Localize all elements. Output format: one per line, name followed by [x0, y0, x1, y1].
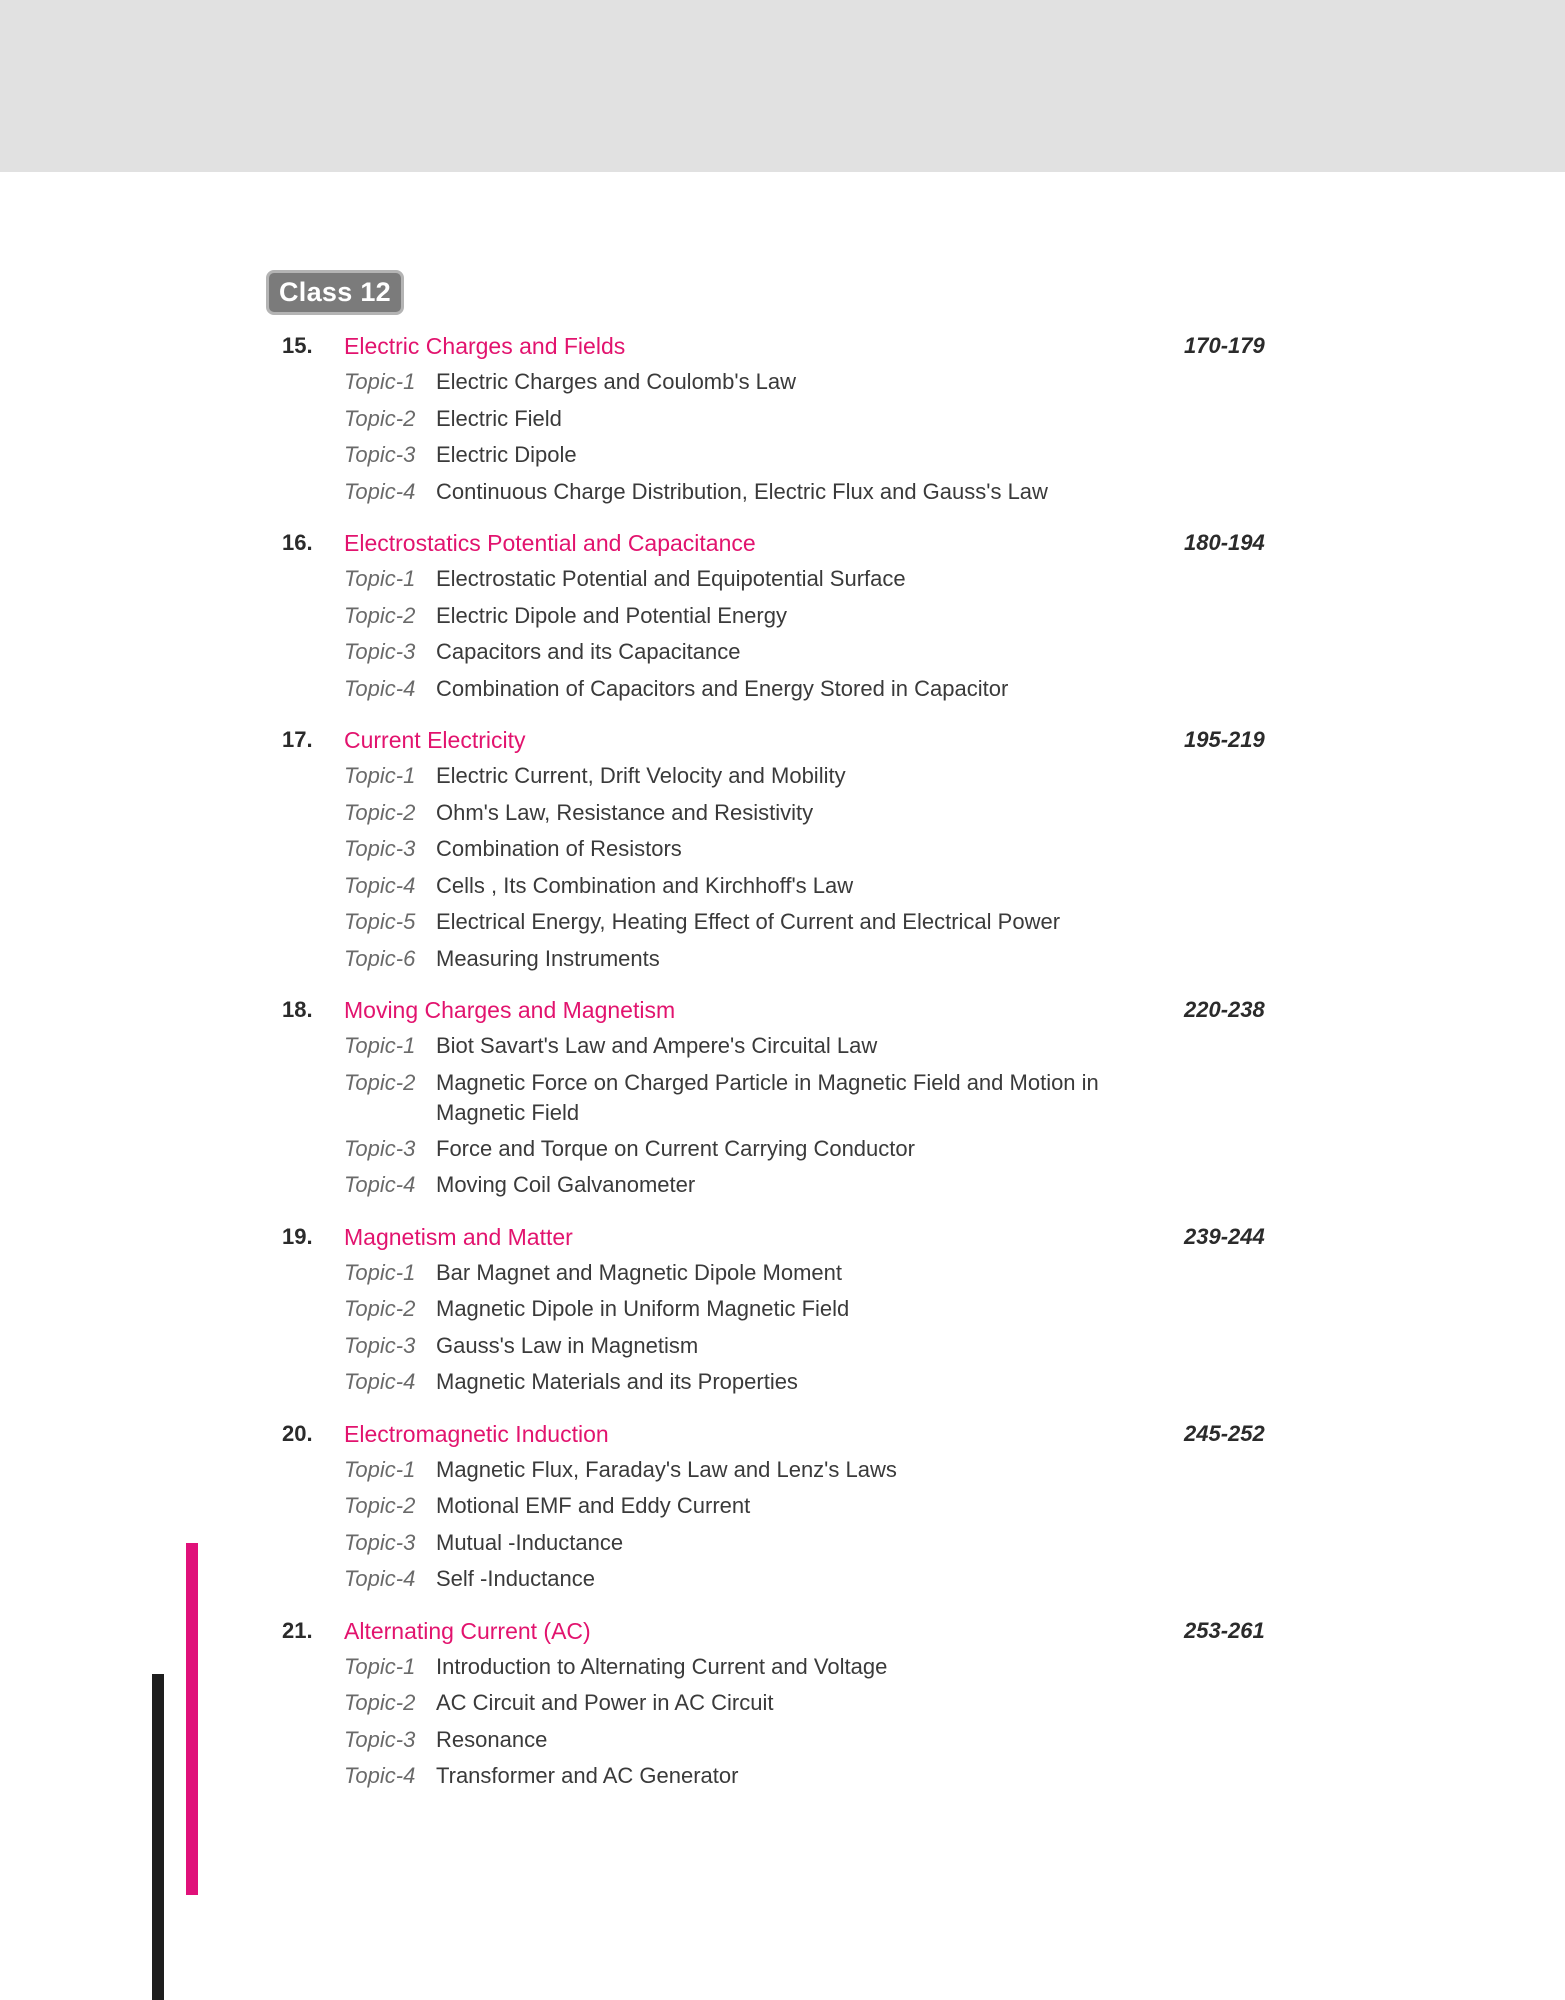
chapter-title[interactable]: Electric Charges and Fields [344, 333, 626, 359]
chapter-entry [282, 992, 1282, 1204]
topic-title: Electric Field [436, 405, 562, 431]
topic-entry[interactable] [282, 1561, 1282, 1598]
topic-title: Capacitors and its Capacitance [436, 639, 741, 664]
topic-title: Electric Dipole and Potential Energy [436, 602, 787, 628]
topic-entry[interactable] [282, 831, 1282, 868]
topic-entry[interactable] [282, 1722, 1282, 1759]
topic-entry[interactable] [282, 904, 1282, 941]
topic-entry[interactable] [282, 1028, 1282, 1065]
topic-title: Electrical Energy, Heating Effect of Current and Electrical Power [436, 909, 1061, 934]
header-band [0, 0, 1565, 172]
chapter-title[interactable]: Electrostatics Potential and Capacitance [344, 530, 756, 556]
chapter-entry [282, 722, 1282, 977]
chapter-number: 21. [282, 1617, 313, 1643]
topic-label: Topic-1 [344, 369, 416, 394]
topic-title: Magnetic Materials and its Properties [436, 1369, 798, 1394]
topic-title: Combination of Capacitors and Energy Stored in Capacitor [436, 675, 1009, 701]
chapter-entry [282, 1219, 1282, 1401]
chapter-heading-row[interactable] [282, 722, 1282, 758]
topic-entry[interactable] [282, 1525, 1282, 1562]
topic-entry[interactable] [282, 1255, 1282, 1292]
topic-title: Magnetic Force on Charged Particle in Magnetic Field and Motion in Magnetic Field [436, 1069, 1099, 1125]
topic-list [282, 364, 1282, 510]
topic-title: Electric Current, Drift Velocity and Mobility [436, 763, 846, 788]
topic-label: Topic-2 [344, 1069, 416, 1095]
chapter-page-range: 239-244 [1184, 1223, 1265, 1249]
topic-entry[interactable] [282, 474, 1282, 511]
topic-entry[interactable] [282, 1167, 1282, 1204]
chapter-number: 15. [282, 333, 313, 358]
topic-list [282, 561, 1282, 707]
topic-label: Topic-1 [344, 1259, 416, 1285]
topic-label: Topic-2 [344, 405, 416, 431]
topic-title: Magnetic Dipole in Uniform Magnetic Field [436, 1296, 850, 1321]
topic-entry[interactable] [282, 795, 1282, 832]
topic-entry[interactable] [282, 634, 1282, 671]
topic-label: Topic-5 [344, 909, 416, 934]
topic-label: Topic-4 [344, 1172, 416, 1197]
topic-label: Topic-2 [344, 1296, 416, 1321]
topic-list [282, 1649, 1282, 1795]
topic-entry[interactable] [282, 1328, 1282, 1365]
topic-label: Topic-3 [344, 1332, 416, 1358]
chapter-page-range: 220-238 [1184, 997, 1265, 1022]
chapter-heading-row[interactable] [282, 525, 1282, 561]
topic-label: Topic-3 [344, 1529, 416, 1555]
chapter-entry [282, 1613, 1282, 1795]
chapter-heading-row[interactable] [282, 992, 1282, 1028]
topic-entry[interactable] [282, 868, 1282, 905]
chapter-heading-row[interactable] [282, 1416, 1282, 1452]
chapter-number: 17. [282, 727, 313, 752]
topic-title: Moving Coil Galvanometer [436, 1172, 696, 1197]
topic-entry[interactable] [282, 1488, 1282, 1525]
topic-label: Topic-2 [344, 1493, 416, 1518]
topic-label: Topic-4 [344, 1369, 416, 1394]
topic-title: Electric Dipole [436, 442, 577, 467]
topic-entry[interactable] [282, 598, 1282, 635]
topic-label: Topic-3 [344, 442, 416, 467]
chapter-heading-row[interactable] [282, 1219, 1282, 1255]
topic-title: Magnetic Flux, Faraday's Law and Lenz's Laws [436, 1456, 897, 1482]
topic-title: Self -Inductance [436, 1566, 595, 1591]
chapter-page-range: 245-252 [1184, 1420, 1265, 1446]
topic-label: Topic-3 [344, 639, 416, 664]
topic-label: Topic-3 [344, 836, 416, 861]
topic-entry[interactable] [282, 401, 1282, 438]
topic-entry[interactable] [282, 1291, 1282, 1328]
topic-title: Measuring Instruments [436, 945, 660, 971]
topic-title: Electrostatic Potential and Equipotential Surface [436, 566, 906, 591]
topic-label: Topic-4 [344, 1566, 416, 1591]
topic-entry[interactable] [282, 1758, 1282, 1795]
topic-label: Topic-3 [344, 1135, 416, 1161]
topic-entry[interactable] [282, 758, 1282, 795]
chapter-title[interactable]: Electromagnetic Induction [344, 1420, 609, 1447]
topic-title: Bar Magnet and Magnetic Dipole Moment [436, 1259, 842, 1285]
topic-label: Topic-4 [344, 1763, 416, 1788]
topic-entry[interactable] [282, 1685, 1282, 1722]
topic-entry[interactable] [282, 1649, 1282, 1686]
topic-label: Topic-1 [344, 1456, 416, 1482]
topic-title: Biot Savart's Law and Ampere's Circuital Law [436, 1033, 878, 1058]
pink-accent-bar [186, 1543, 198, 1895]
chapter-page-range: 180-194 [1184, 530, 1265, 555]
topic-title: Introduction to Alternating Current and Voltage [436, 1653, 888, 1679]
topic-title: AC Circuit and Power in AC Circuit [436, 1690, 774, 1715]
chapter-title[interactable]: Magnetism and Matter [344, 1223, 573, 1250]
black-accent-bar [152, 1674, 164, 2000]
chapter-number: 19. [282, 1223, 313, 1249]
chapter-number: 16. [282, 530, 313, 555]
topic-list [282, 1452, 1282, 1598]
topic-label: Topic-2 [344, 799, 416, 825]
topic-entry[interactable] [282, 1131, 1282, 1168]
topic-label: Topic-4 [344, 872, 416, 898]
chapter-heading-row[interactable] [282, 328, 1282, 364]
topic-entry[interactable] [282, 364, 1282, 401]
chapter-title[interactable]: Current Electricity [344, 727, 526, 753]
topic-title: Gauss's Law in Magnetism [436, 1332, 699, 1358]
topic-label: Topic-1 [344, 1033, 416, 1058]
topic-title: Continuous Charge Distribution, Electric Flux and Gauss's Law [436, 478, 1048, 504]
chapter-number: 20. [282, 1420, 313, 1446]
topic-entry[interactable] [282, 941, 1282, 978]
topic-title: Motional EMF and Eddy Current [436, 1493, 751, 1518]
topic-title: Transformer and AC Generator [436, 1763, 739, 1788]
chapter-page-range: 195-219 [1184, 727, 1265, 752]
topic-entry[interactable] [282, 1452, 1282, 1489]
chapter-number: 18. [282, 997, 313, 1022]
topic-list [282, 1028, 1282, 1204]
topic-list [282, 758, 1282, 977]
topic-title: Electric Charges and Coulomb's Law [436, 369, 797, 394]
chapter-entry [282, 1416, 1282, 1598]
topic-label: Topic-2 [344, 1690, 416, 1715]
chapter-page-range: 170-179 [1184, 333, 1265, 358]
topic-title: Combination of Resistors [436, 836, 682, 861]
topic-title: Ohm's Law, Resistance and Resistivity [436, 799, 814, 825]
topic-entry[interactable] [282, 1364, 1282, 1401]
topic-label: Topic-3 [344, 1726, 416, 1752]
topic-entry[interactable] [282, 561, 1282, 598]
table-of-contents [282, 328, 1282, 1810]
chapter-page-range: 253-261 [1184, 1617, 1265, 1643]
topic-label: Topic-1 [344, 763, 416, 788]
topic-label: Topic-2 [344, 602, 416, 628]
topic-title: Cells , Its Combination and Kirchhoff's Law [436, 872, 854, 898]
topic-entry[interactable] [282, 437, 1282, 474]
topic-title: Resonance [436, 1726, 548, 1752]
topic-label: Topic-4 [344, 675, 416, 701]
chapter-entry [282, 328, 1282, 510]
chapter-entry [282, 525, 1282, 707]
topic-title: Force and Torque on Current Carrying Conductor [436, 1135, 915, 1161]
chapter-title[interactable]: Moving Charges and Magnetism [344, 997, 676, 1023]
topic-entry[interactable] [282, 1065, 1282, 1131]
topic-title: Mutual -Inductance [436, 1529, 624, 1555]
topic-label: Topic-4 [344, 478, 416, 504]
topic-entry[interactable] [282, 671, 1282, 708]
topic-list [282, 1255, 1282, 1401]
topic-label: Topic-6 [344, 945, 416, 971]
chapter-title[interactable]: Alternating Current (AC) [344, 1617, 591, 1644]
topic-label: Topic-1 [344, 1653, 416, 1679]
chapter-heading-row[interactable] [282, 1613, 1282, 1649]
class-label-badge: Class 12 [266, 270, 404, 315]
topic-label: Topic-1 [344, 566, 416, 591]
